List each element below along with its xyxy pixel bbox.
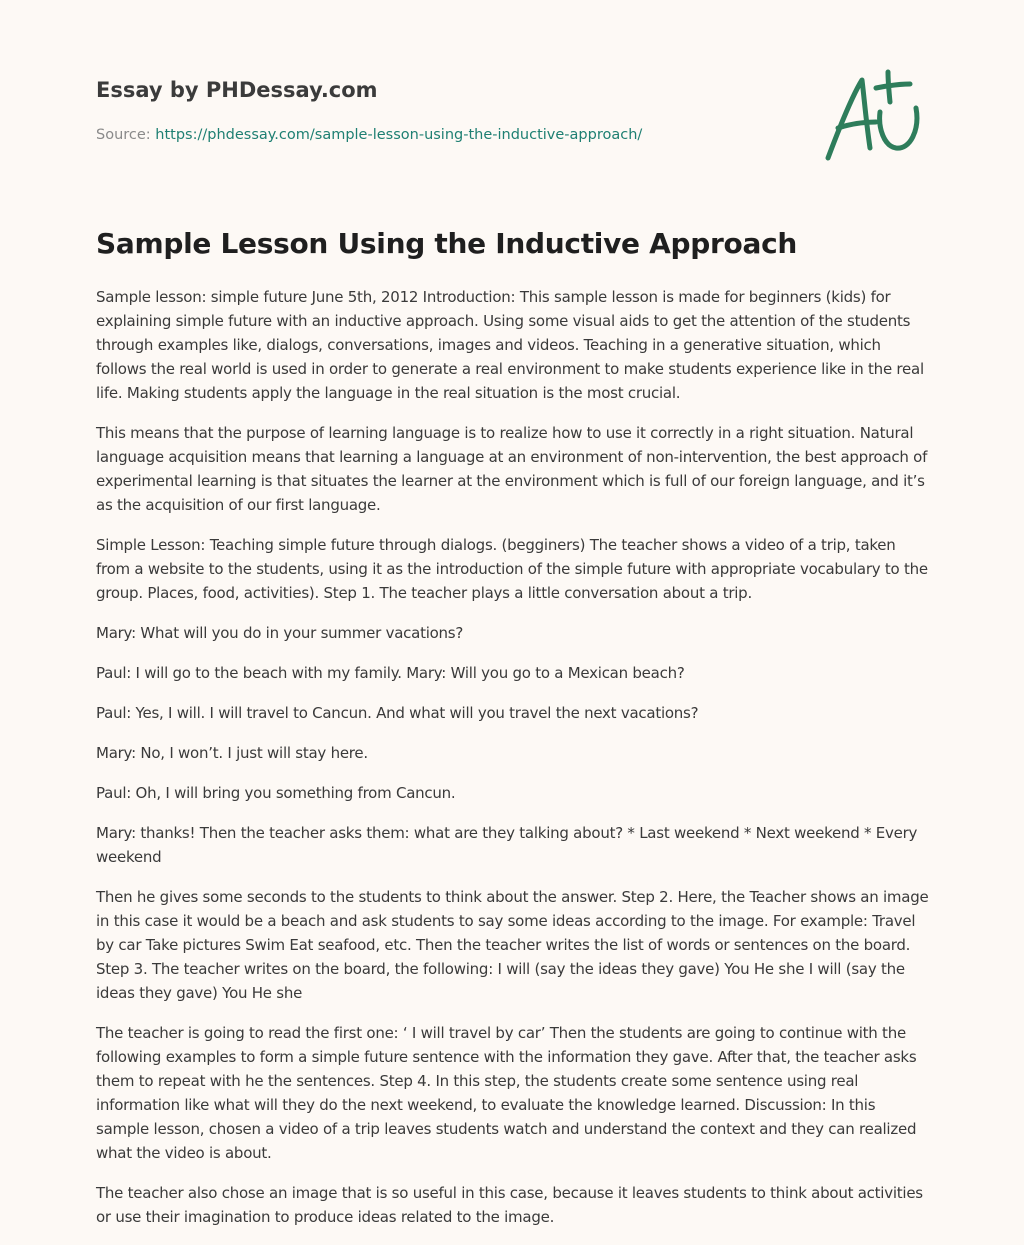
paragraph: Paul: Oh, I will bring you something from Cancun. bbox=[96, 784, 456, 802]
paragraph: Sample lesson: simple future June 5th, 2012 Introduction: This sample lesson is made for beginners (kids) for explaining simple future with an inductive approach. Using some visual aids to get the attention of the students through examples like, dialogs, conversations, images and videos. Teaching in a generative situation, which follows the real world is used in order to generate a real environment to make students experience like in the real life. Making students apply the language in the real situation is the most crucial. bbox=[96, 288, 924, 402]
paragraph: The teacher is going to read the first one: ‘ I will travel by car’ Then the students are going to continue with the following examples to form a simple future sentence with the information they gave. After that, the teacher asks them to repeat with he the sentences. Step 4. In this step, the students create some sentence using real information like what will they do the next weekend, to evaluate the knowledge learned. Discussion: In this sample lesson, chosen a video of a trip leaves students watch and understand the context and they can realized what the video is about. bbox=[96, 1024, 917, 1162]
paragraph: Mary: thanks! Then the teacher asks them: what are they talking about? * Last weekend * Next weekend * Every weekend bbox=[96, 824, 918, 866]
essay-title: Sample Lesson Using the Inductive Approach bbox=[96, 227, 798, 260]
paragraph: Paul: I will go to the beach with my family. Mary: Will you go to a Mexican beach? bbox=[96, 664, 685, 682]
paragraph: Simple Lesson: Teaching simple future through dialogs. (begginers) The teacher shows a video of a trip, taken from a website to the students, using it as the introduction of the simple future with appropriate vocabulary to the group. Places, food, activities). Step 1. The teacher plays a little conversation about a trip. bbox=[96, 536, 928, 602]
source-link[interactable]: https://phdessay.com/sample-lesson-using-the-inductive-approach/ bbox=[155, 127, 643, 143]
paragraph: Mary: No, I won’t. I just will stay here. bbox=[96, 744, 368, 762]
source-label: Source: bbox=[96, 127, 156, 143]
source-line bbox=[96, 125, 796, 145]
a-plus-logo-icon bbox=[818, 66, 930, 166]
paragraph: Then he gives some seconds to the students to think about the answer. Step 2. Here, the Teacher shows an image in this case it would be a beach and ask students to say some ideas according to the image. For example: Travel by car Take pictures Swim Eat seafood, etc. Then the teacher writes the list of words or sentences on the board. Step 3. The teacher writes on the board, the following: I will (say the ideas they gave) You He she I will (say the ideas they gave) You He she bbox=[96, 888, 929, 1002]
essay-body bbox=[96, 285, 932, 1245]
document-header bbox=[96, 76, 796, 145]
paragraph: The teacher also chose an image that is so useful in this case, because it leaves students to think about activities or use their imagination to produce ideas related to the image. bbox=[96, 1184, 923, 1226]
site-title: Essay by PHDessay.com bbox=[96, 78, 378, 102]
paragraph: Mary: What will you do in your summer vacations? bbox=[96, 624, 464, 642]
paragraph: This means that the purpose of learning language is to realize how to use it correctly in a right situation. Natural language acquisition means that learning a language at an environment of non-intervention, the best approach of experimental learning is that situates the learner at the environment which is full of our foreign language, and it’s as the acquisition of our first language. bbox=[96, 424, 928, 514]
paragraph: Paul: Yes, I will. I will travel to Cancun. And what will you travel the next vacations? bbox=[96, 704, 699, 722]
